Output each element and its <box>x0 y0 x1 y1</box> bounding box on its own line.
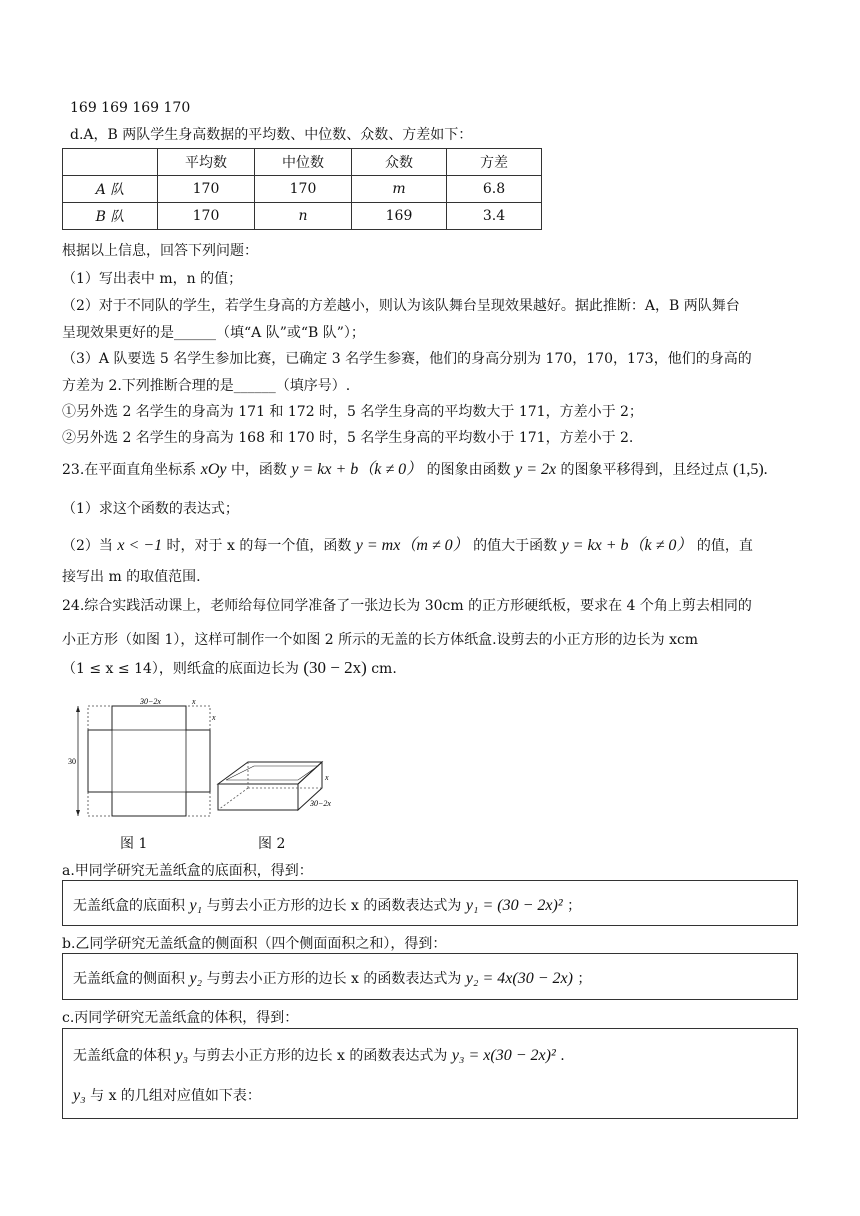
box-c <box>62 1028 798 1119</box>
table-header: 平均数 <box>158 149 255 176</box>
q23-func4: y = kx + b（k ≠ 0） <box>561 537 693 554</box>
box-a-text <box>73 895 581 915</box>
q23-func3: y = mx（m ≠ 0） <box>355 537 469 554</box>
question-text: d.A，B 两队学生身高数据的平均数、中位数、众数、方差如下： <box>70 127 473 143</box>
var-y3: y₃ <box>73 1087 86 1104</box>
box-text: 无盖纸盒的底面积 <box>73 898 185 914</box>
table-cell: B 队 <box>63 203 158 230</box>
table-cell: 6.8 <box>447 176 542 203</box>
q23-point: (1,5). <box>733 461 768 478</box>
box-text: 无盖纸盒的侧面积 <box>73 971 185 987</box>
box-text: 与剪去小正方形的边长 x 的函数表达式为 <box>206 898 462 914</box>
q23-cond: x < −1 <box>117 537 163 554</box>
part-a-intro: a.甲同学研究无盖纸盒的底面积，得到： <box>62 863 313 879</box>
fig1-cross <box>88 706 210 816</box>
table-cell: n <box>255 203 352 230</box>
box-text: 无盖纸盒的体积 <box>73 1048 171 1064</box>
box-b-text <box>73 968 591 988</box>
figure-2 <box>214 756 344 826</box>
question-text: 接写出 m 的取值范围. <box>62 569 201 585</box>
table-header: 众数 <box>352 149 447 176</box>
q23-text: 时，对于 x 的每一个值，函数 <box>166 538 352 554</box>
fig1-label-top: 30−2x <box>140 697 161 706</box>
var-y2: y₂ <box>189 970 203 987</box>
box-text: ； <box>567 898 582 914</box>
question-text: 呈现效果更好的是______（填“A 队”或“B 队”）； <box>62 325 365 341</box>
table-cell: 3.4 <box>447 203 542 230</box>
option-1: ①另外选 2 名学生的身高为 171 和 172 时，5 名学生身高的平均数大于 171，方差小于 2； <box>62 404 643 420</box>
box-c-text-2 <box>73 1085 261 1105</box>
table-cell: 170 <box>255 176 352 203</box>
figure-1-caption: 图 1 <box>120 836 148 852</box>
table-cell: 170 <box>158 203 255 230</box>
q23-text: （2）当 <box>62 538 113 554</box>
q23-coord-system: xOy <box>200 461 227 478</box>
q24-text: cm. <box>371 661 397 677</box>
box-text: . <box>560 1048 565 1064</box>
table-row <box>63 176 542 203</box>
figure-1 <box>66 696 226 826</box>
q23-text: 中，函数 <box>230 462 287 478</box>
fig2-top <box>218 762 322 784</box>
option-2: ②另外选 2 名学生的身高为 168 和 170 时，5 名学生身高的平均数小于 171，方差小于 2. <box>62 430 634 446</box>
question-24: 24.综合实践活动课上，老师给每位同学准备了一张边长为 30cm 的正方形硬纸板，要求在 4 个角上剪去相同的 <box>62 598 752 614</box>
table-row <box>63 203 542 230</box>
question-23-2 <box>62 532 753 555</box>
box-text: 与 x 的几组对应值如下表： <box>90 1088 261 1104</box>
box-text: 与剪去小正方形的边长 x 的函数表达式为 <box>206 971 462 987</box>
q23-func2: y = 2x <box>515 461 557 478</box>
question-23 <box>62 456 768 479</box>
part-b-intro: b.乙同学研究无盖纸盒的侧面积（四个侧面面积之和），得到： <box>62 936 447 952</box>
q23-text: 的图象平移得到，且经过点 <box>560 462 729 478</box>
table-header: 中位数 <box>255 149 352 176</box>
fig1-label-x: x <box>212 713 216 722</box>
box-text: ； <box>577 971 592 987</box>
fig1-label-30: 30 <box>68 757 76 766</box>
q23-text: 的值大于函数 <box>473 538 558 554</box>
formula-y2: y₂ = 4x(30 − 2x) <box>465 970 573 987</box>
q23-text: 23.在平面直角坐标系 <box>62 462 197 478</box>
data-line: 169 169 169 170 <box>70 100 191 116</box>
question-text: （1）求这个函数的表达式； <box>62 501 239 517</box>
fig1-outer <box>88 706 210 816</box>
var-y3: y₃ <box>175 1047 189 1064</box>
table-header: 方差 <box>447 149 542 176</box>
q23-func: y = kx + b（k ≠ 0） <box>291 461 423 478</box>
table-header <box>63 149 158 176</box>
box-a <box>62 880 798 926</box>
table-cell: A 队 <box>63 176 158 203</box>
table-cell: 169 <box>352 203 447 230</box>
box-b <box>62 953 798 1000</box>
fig2-label-w: 30−2x <box>310 799 331 808</box>
formula-y3: y₃ = x(30 − 2x)² <box>451 1047 556 1064</box>
box-text: 与剪去小正方形的边长 x 的函数表达式为 <box>192 1048 448 1064</box>
question-text: （1）写出表中 m，n 的值； <box>62 271 243 287</box>
question-text: 方差为 2.下列推断合理的是______（填序号）. <box>62 378 351 394</box>
formula-y1: y₁ = (30 − 2x)² <box>465 897 563 914</box>
q23-text: 的图象由函数 <box>426 462 511 478</box>
question-text: 小正方形（如图 1），这样可制作一个如图 2 所示的无盖的长方体纸盒.设剪去的小正方形的边长为 xcm <box>62 632 699 648</box>
question-text: （3）A 队要选 5 名学生参加比赛，已确定 3 名学生参赛，他们的身高分别为 170，170，173，他们的身高的 <box>62 351 752 367</box>
fig2-label-x: x <box>325 773 329 782</box>
figure-2-caption: 图 2 <box>258 836 286 852</box>
question-text: 根据以上信息，回答下列问题： <box>62 243 258 259</box>
fig1-label-x: x <box>192 697 196 706</box>
q24-side: (30 − 2x) <box>303 658 367 677</box>
table-cell: m <box>352 176 447 203</box>
question-text: （2）对于不同队的学生，若学生身高的方差越小，则认为该队舞台呈现效果越好。据此推断：A，B 两队舞台 <box>62 298 740 314</box>
table-cell: 170 <box>158 176 255 203</box>
question-24-range <box>62 658 397 678</box>
box-c-text <box>73 1045 565 1065</box>
q24-text: （1 ≤ x ≤ 14），则纸盒的底面边长为 <box>62 661 299 677</box>
var-y1: y₁ <box>189 897 203 914</box>
q23-text: 的值，直 <box>696 538 753 554</box>
stats-table <box>62 148 542 230</box>
part-c-intro: c.丙同学研究无盖纸盒的体积，得到： <box>62 1010 299 1026</box>
